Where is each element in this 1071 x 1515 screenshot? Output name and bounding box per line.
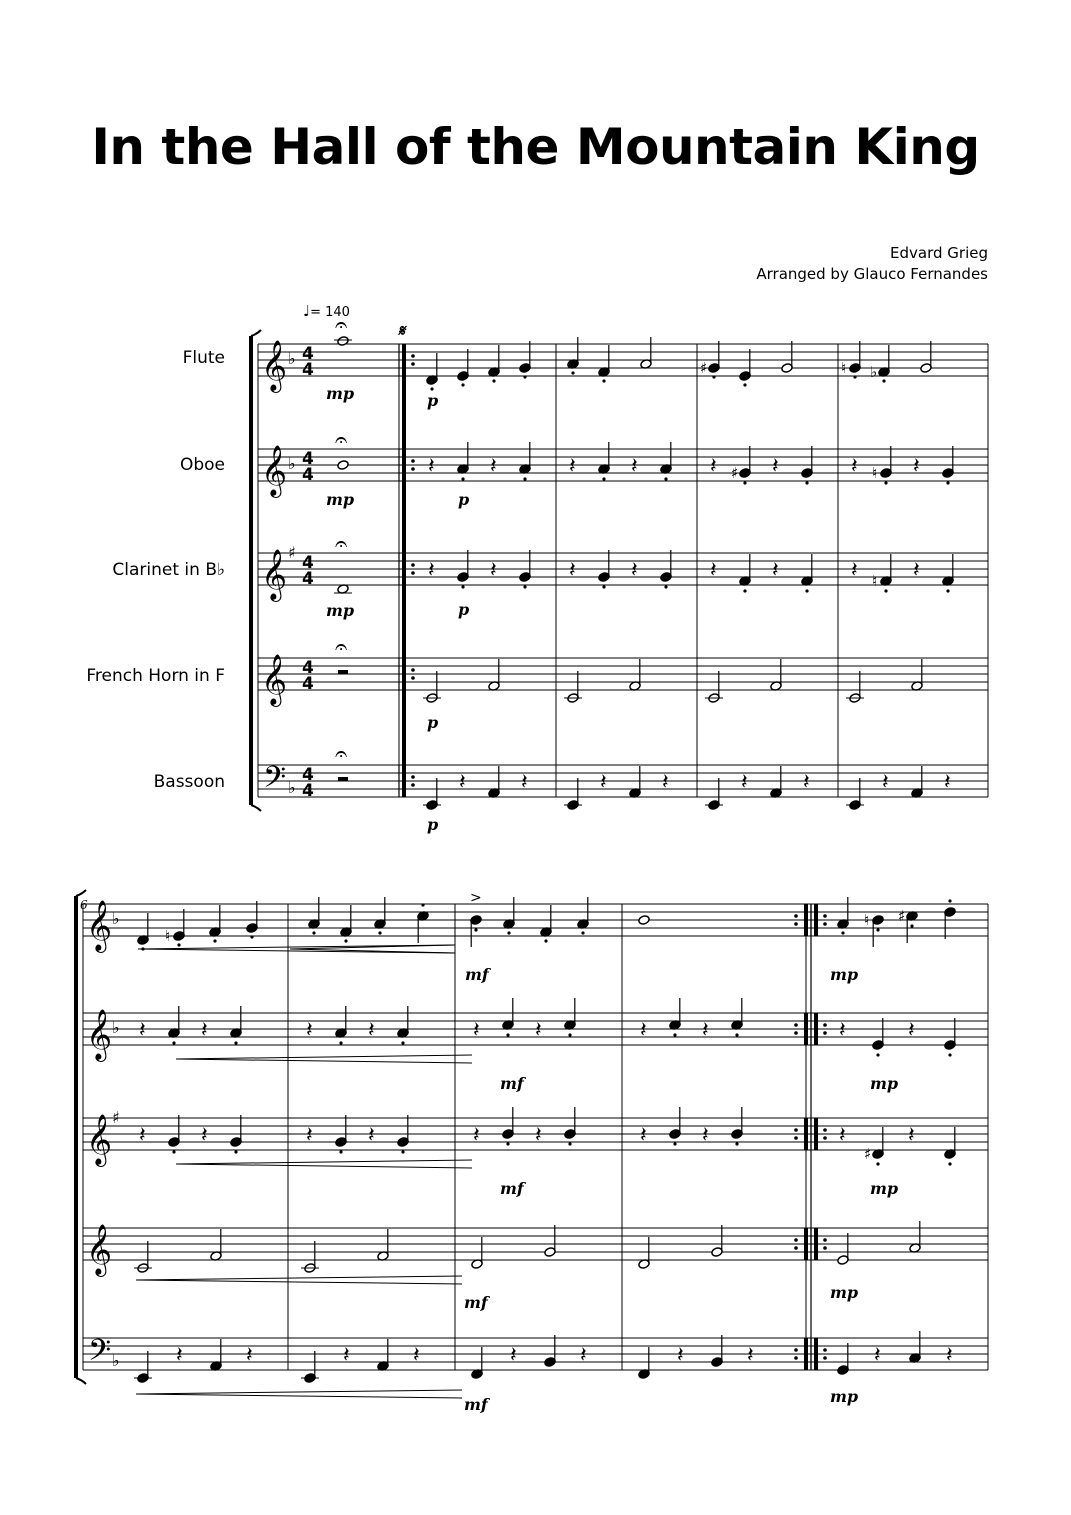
quarter-rest-icon: 𝄽 bbox=[368, 1018, 375, 1043]
time-sig-bottom: 4 bbox=[302, 465, 314, 485]
quarter-rest-icon: 𝄽 bbox=[741, 770, 748, 795]
quarter-rest-icon: 𝄽 bbox=[839, 1018, 846, 1043]
staccato-dot bbox=[948, 1162, 951, 1165]
quarter-rest-icon: 𝄽 bbox=[882, 770, 889, 795]
fermata-icon: 𝄐 bbox=[335, 532, 348, 557]
repeat-dot bbox=[794, 922, 798, 926]
sharp-icon: ♯ bbox=[700, 359, 708, 377]
quarter-rest-icon: 𝄽 bbox=[631, 454, 638, 479]
staccato-dot bbox=[948, 1053, 951, 1056]
system-bracket-top bbox=[76, 890, 86, 896]
quarter-rest-icon: 𝄽 bbox=[343, 1343, 350, 1368]
natural-icon: ♮ bbox=[165, 927, 171, 945]
staccato-dot bbox=[506, 1142, 509, 1145]
dynamic-mf: mf bbox=[465, 965, 489, 984]
fermata-icon: 𝄐 bbox=[335, 313, 348, 338]
dynamic-p: p bbox=[458, 490, 470, 509]
crescendo-hairpin bbox=[176, 1164, 472, 1168]
score-title: In the Hall of the Mountain King bbox=[91, 118, 980, 176]
staccato-dot bbox=[805, 589, 808, 592]
staccato-dot bbox=[743, 481, 746, 484]
crescendo-hairpin bbox=[136, 1390, 462, 1394]
staccato-dot bbox=[882, 379, 885, 382]
quarter-rest-icon: 𝄽 bbox=[944, 770, 951, 795]
instrument-label-flute: Flute bbox=[182, 348, 225, 368]
time-sig-top: 4 bbox=[302, 765, 314, 785]
quarter-rest-icon: 𝄽 bbox=[851, 558, 858, 583]
quarter-rest-icon: 𝄽 bbox=[473, 1123, 480, 1148]
staccato-dot bbox=[571, 371, 574, 374]
staccato-dot bbox=[474, 928, 477, 931]
treble-clef-icon: 𝄞 bbox=[261, 340, 288, 391]
time-sig-bottom: 4 bbox=[302, 569, 314, 589]
repeat-dot bbox=[794, 1348, 798, 1352]
flat-icon: ♭ bbox=[870, 363, 878, 381]
treble-clef-icon: 𝄞 bbox=[261, 445, 288, 496]
dynamic-mp: mp bbox=[830, 1283, 859, 1302]
dynamic-mp: mp bbox=[326, 601, 355, 620]
staccato-dot bbox=[461, 585, 464, 588]
fermata-icon: 𝄐 bbox=[335, 428, 348, 453]
repeat-dot bbox=[823, 914, 827, 918]
quarter-rest-icon: 𝄽 bbox=[631, 558, 638, 583]
staccato-dot bbox=[213, 939, 216, 942]
repeat-dot bbox=[823, 1031, 827, 1035]
staccato-dot bbox=[910, 924, 913, 927]
quarter-rest-icon: 𝄽 bbox=[201, 1018, 208, 1043]
treble-clef-icon: 𝄞 bbox=[261, 654, 288, 705]
key-flat-icon: ♭ bbox=[288, 778, 296, 797]
staccato-dot bbox=[876, 1162, 879, 1165]
repeat-dot bbox=[794, 1246, 798, 1250]
repeat-dot bbox=[794, 1136, 798, 1140]
repeat-dot bbox=[794, 1356, 798, 1360]
measure-number: 6 bbox=[80, 898, 88, 912]
quarter-rest-icon: 𝄽 bbox=[772, 454, 779, 479]
staccato-dot bbox=[602, 585, 605, 588]
staccato-dot bbox=[581, 931, 584, 934]
quarter-note-icon: ♩ bbox=[303, 302, 311, 320]
dynamic-mp: mp bbox=[870, 1179, 899, 1198]
instrument-label-bassoon: Bassoon bbox=[153, 772, 225, 792]
repeat-dot bbox=[823, 1136, 827, 1140]
dynamic-mp: mp bbox=[326, 384, 355, 403]
staccato-dot bbox=[946, 481, 949, 484]
time-sig-top: 4 bbox=[302, 344, 314, 364]
segno-icon: 𝄋 bbox=[398, 321, 405, 340]
quarter-rest-icon: 𝄽 bbox=[946, 1343, 953, 1368]
dynamic-mp: mp bbox=[326, 490, 355, 509]
repeat-dot bbox=[794, 1238, 798, 1242]
natural-icon: ♮ bbox=[864, 911, 870, 929]
treble-clef-icon: 𝄞 bbox=[86, 900, 113, 951]
quarter-rest-icon: 𝄽 bbox=[747, 1343, 754, 1368]
staccato-dot bbox=[664, 585, 667, 588]
repeat-dot bbox=[794, 914, 798, 918]
quarter-rest-icon: 𝄽 bbox=[535, 1123, 542, 1148]
bass-clef-icon: 𝄢 bbox=[263, 761, 287, 802]
quarter-rest-icon: 𝄽 bbox=[246, 1343, 253, 1368]
instrument-label-clarinet: Clarinet in B♭ bbox=[112, 560, 225, 580]
sharp-icon: ♯ bbox=[898, 907, 906, 925]
quarter-rest-icon: 𝄽 bbox=[521, 770, 528, 795]
quarter-rest-icon: 𝄽 bbox=[677, 1343, 684, 1368]
quarter-rest-icon: 𝄽 bbox=[306, 1018, 313, 1043]
natural-icon: ♮ bbox=[841, 359, 847, 377]
staccato-dot bbox=[948, 899, 951, 902]
quarter-rest-icon: 𝄽 bbox=[490, 558, 497, 583]
repeat-dot bbox=[794, 1031, 798, 1035]
crescendo-hairpin bbox=[136, 1276, 462, 1280]
quarter-rest-icon: 𝄽 bbox=[908, 1123, 915, 1148]
dynamic-p: p bbox=[427, 391, 439, 410]
notehead bbox=[638, 915, 650, 926]
time-sig-top: 4 bbox=[302, 658, 314, 678]
time-sig-top: 4 bbox=[302, 449, 314, 469]
time-sig-bottom: 4 bbox=[302, 781, 314, 801]
system-bracket-bottom bbox=[251, 805, 261, 811]
dynamic-p: p bbox=[427, 815, 439, 834]
staccato-dot bbox=[401, 1041, 404, 1044]
system-bracket-bottom bbox=[76, 1378, 86, 1384]
crescendo-hairpin bbox=[176, 1160, 472, 1164]
repeat-dot bbox=[411, 783, 415, 787]
treble-clef-icon: 𝄞 bbox=[86, 1224, 113, 1275]
staccato-dot bbox=[523, 375, 526, 378]
quarter-rest-icon: 𝄽 bbox=[535, 1018, 542, 1043]
treble-clef-icon: 𝄞 bbox=[261, 549, 288, 600]
staccato-dot bbox=[602, 477, 605, 480]
dynamic-mf: mf bbox=[500, 1179, 524, 1198]
staccato-dot bbox=[523, 477, 526, 480]
key-flat-icon: ♭ bbox=[288, 454, 296, 473]
repeat-dot bbox=[411, 459, 415, 463]
quarter-rest-icon: 𝄽 bbox=[428, 558, 435, 583]
quarter-rest-icon: 𝄽 bbox=[473, 1018, 480, 1043]
staccato-dot bbox=[234, 1041, 237, 1044]
time-sig-top: 4 bbox=[302, 553, 314, 573]
staccato-dot bbox=[602, 379, 605, 382]
sharp-icon: ♯ bbox=[731, 464, 739, 482]
quarter-rest-icon: 𝄽 bbox=[139, 1123, 146, 1148]
staccato-dot bbox=[506, 1033, 509, 1036]
repeat-dot bbox=[411, 467, 415, 471]
staccato-dot bbox=[312, 931, 315, 934]
staccato-dot bbox=[712, 375, 715, 378]
time-sig-bottom: 4 bbox=[302, 360, 314, 380]
staccato-dot bbox=[673, 1142, 676, 1145]
staccato-dot bbox=[673, 1033, 676, 1036]
treble-clef-icon: 𝄞 bbox=[86, 1114, 113, 1165]
repeat-dot bbox=[411, 571, 415, 575]
staccato-dot bbox=[853, 375, 856, 378]
quarter-rest-icon: 𝄽 bbox=[710, 558, 717, 583]
fermata-icon: 𝄐 bbox=[335, 742, 348, 767]
staccato-dot bbox=[344, 939, 347, 942]
quarter-rest-icon: 𝄽 bbox=[306, 1123, 313, 1148]
staccato-dot bbox=[743, 383, 746, 386]
dynamic-mp: mp bbox=[830, 965, 859, 984]
quarter-rest-icon: 𝄽 bbox=[139, 1018, 146, 1043]
repeat-dot bbox=[823, 922, 827, 926]
key-flat-icon: ♭ bbox=[112, 1018, 120, 1037]
quarter-rest-icon: 𝄽 bbox=[913, 454, 920, 479]
quarter-rest-icon: 𝄽 bbox=[839, 1123, 846, 1148]
repeat-dot bbox=[411, 354, 415, 358]
quarter-rest-icon: 𝄽 bbox=[874, 1343, 881, 1368]
staccato-dot bbox=[544, 939, 547, 942]
staccato-dot bbox=[401, 1150, 404, 1153]
staccato-dot bbox=[461, 477, 464, 480]
staccato-dot bbox=[735, 1142, 738, 1145]
quarter-rest-icon: 𝄽 bbox=[368, 1123, 375, 1148]
quarter-rest-icon: 𝄽 bbox=[459, 770, 466, 795]
crescendo-hairpin bbox=[136, 1394, 462, 1398]
staccato-dot bbox=[461, 383, 464, 386]
repeat-dot bbox=[823, 1128, 827, 1132]
staccato-dot bbox=[568, 1033, 571, 1036]
time-sig-bottom: 4 bbox=[302, 674, 314, 694]
instrument-label-oboe: Oboe bbox=[179, 455, 225, 475]
quarter-rest-icon: 𝄽 bbox=[413, 1343, 420, 1368]
quarter-rest-icon: 𝄽 bbox=[569, 454, 576, 479]
sharp-icon: ♯ bbox=[864, 1145, 872, 1163]
staccato-dot bbox=[172, 1150, 175, 1153]
quarter-rest-icon: 𝄽 bbox=[662, 770, 669, 795]
natural-icon: ♮ bbox=[872, 464, 878, 482]
repeat-dot bbox=[823, 1348, 827, 1352]
repeat-dot bbox=[823, 1246, 827, 1250]
staccato-dot bbox=[492, 379, 495, 382]
quarter-rest-icon: 𝄽 bbox=[428, 454, 435, 479]
key-sharp-icon: ♯ bbox=[112, 1108, 120, 1127]
half-rest-icon bbox=[338, 670, 348, 674]
key-flat-icon: ♭ bbox=[112, 1351, 120, 1370]
staccato-dot bbox=[250, 935, 253, 938]
key-flat-icon: ♭ bbox=[112, 909, 120, 928]
quarter-rest-icon: 𝄽 bbox=[772, 558, 779, 583]
quarter-rest-icon: 𝄽 bbox=[510, 1343, 517, 1368]
arranger-credit: Arranged by Glauco Fernandes bbox=[756, 265, 988, 283]
staccato-dot bbox=[568, 1142, 571, 1145]
system-bracket-top bbox=[251, 330, 261, 336]
repeat-dot bbox=[794, 1023, 798, 1027]
quarter-rest-icon: 𝄽 bbox=[600, 770, 607, 795]
staccato-dot bbox=[523, 585, 526, 588]
quarter-rest-icon: 𝄽 bbox=[913, 558, 920, 583]
staccato-dot bbox=[876, 1053, 879, 1056]
staccato-dot bbox=[884, 589, 887, 592]
quarter-rest-icon: 𝄽 bbox=[803, 770, 810, 795]
staccato-dot bbox=[177, 943, 180, 946]
staccato-dot bbox=[743, 589, 746, 592]
staccato-dot bbox=[339, 1041, 342, 1044]
dynamic-mf: mf bbox=[500, 1074, 524, 1093]
repeat-dot bbox=[411, 668, 415, 672]
dynamic-mf: mf bbox=[464, 1293, 488, 1312]
dynamic-p: p bbox=[427, 713, 439, 732]
composer-credit: Edvard Grieg bbox=[890, 244, 988, 262]
repeat-dot bbox=[411, 563, 415, 567]
bass-clef-icon: 𝄢 bbox=[88, 1334, 112, 1375]
quarter-rest-icon: 𝄽 bbox=[569, 558, 576, 583]
half-rest-icon bbox=[338, 777, 348, 781]
quarter-rest-icon: 𝄽 bbox=[640, 1123, 647, 1148]
crescendo-hairpin bbox=[176, 1055, 472, 1059]
quarter-rest-icon: 𝄽 bbox=[702, 1018, 709, 1043]
repeat-dot bbox=[411, 362, 415, 366]
quarter-rest-icon: 𝄽 bbox=[702, 1123, 709, 1148]
staccato-dot bbox=[378, 931, 381, 934]
quarter-rest-icon: 𝄽 bbox=[851, 454, 858, 479]
fermata-icon: 𝄐 bbox=[335, 635, 348, 660]
staccato-dot bbox=[735, 1033, 738, 1036]
natural-icon: ♮ bbox=[872, 572, 878, 590]
repeat-dot bbox=[794, 1128, 798, 1132]
key-sharp-icon: ♯ bbox=[288, 543, 296, 562]
repeat-dot bbox=[411, 676, 415, 680]
quarter-rest-icon: 𝄽 bbox=[580, 1343, 587, 1368]
quarter-rest-icon: 𝄽 bbox=[640, 1018, 647, 1043]
dynamic-mp: mp bbox=[870, 1074, 899, 1093]
quarter-rest-icon: 𝄽 bbox=[176, 1343, 183, 1368]
quarter-rest-icon: 𝄽 bbox=[201, 1123, 208, 1148]
key-flat-icon: ♭ bbox=[288, 349, 296, 368]
instrument-label-french-horn: French Horn in F bbox=[86, 666, 225, 686]
dynamic-mp: mp bbox=[830, 1387, 859, 1406]
staccato-dot bbox=[172, 1041, 175, 1044]
staccato-dot bbox=[234, 1150, 237, 1153]
repeat-dot bbox=[823, 1023, 827, 1027]
accent-icon: > bbox=[470, 890, 482, 906]
tempo-value: = 140 bbox=[310, 305, 350, 320]
repeat-dot bbox=[411, 775, 415, 779]
repeat-dot bbox=[823, 1238, 827, 1242]
crescendo-hairpin bbox=[136, 1280, 462, 1284]
staccato-dot bbox=[946, 589, 949, 592]
staccato-dot bbox=[884, 481, 887, 484]
quarter-rest-icon: 𝄽 bbox=[908, 1018, 915, 1043]
repeat-dot bbox=[823, 1356, 827, 1360]
quarter-rest-icon: 𝄽 bbox=[490, 454, 497, 479]
staccato-dot bbox=[664, 477, 667, 480]
crescendo-hairpin bbox=[176, 1059, 472, 1063]
staccato-dot bbox=[805, 481, 808, 484]
dynamic-p: p bbox=[458, 600, 470, 619]
treble-clef-icon: 𝄞 bbox=[86, 1009, 113, 1060]
staccato-dot bbox=[507, 931, 510, 934]
staccato-dot bbox=[421, 903, 424, 906]
staccato-dot bbox=[339, 1150, 342, 1153]
notehead bbox=[337, 460, 349, 471]
staccato-dot bbox=[841, 931, 844, 934]
staccato-dot bbox=[876, 928, 879, 931]
dynamic-mf: mf bbox=[464, 1395, 488, 1414]
quarter-rest-icon: 𝄽 bbox=[710, 454, 717, 479]
